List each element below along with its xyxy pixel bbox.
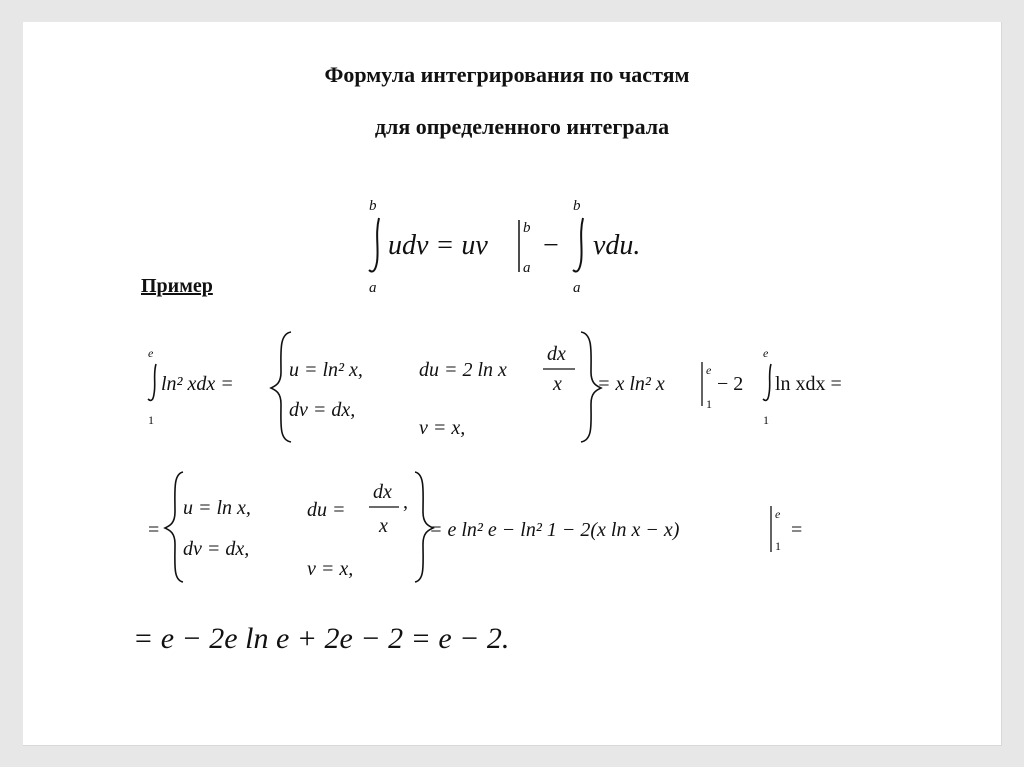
left-brace-icon — [165, 472, 183, 582]
step2-du-den: x — [379, 515, 388, 537]
step1-rhs: = x ln² x — [597, 373, 665, 395]
integral-icon — [369, 218, 379, 272]
main-int2-lower: a — [573, 280, 581, 296]
integral-icon — [573, 218, 583, 272]
step1-int2-lower: 1 — [763, 413, 769, 427]
step1-dv-def: dv = dx, — [289, 399, 356, 421]
main-left-part: udv = uv — [388, 230, 488, 261]
step1-v-def: v = x, — [419, 417, 466, 439]
step2-lead: = — [148, 519, 160, 541]
example-label: Пример — [141, 275, 213, 297]
step1-lhs: ln² xdx = — [161, 373, 234, 395]
step1-rhs-tail: − 2 — [717, 373, 744, 395]
step1-u-def: u = ln² x, — [289, 359, 363, 381]
slide — [23, 22, 1002, 746]
step3-formula — [133, 622, 509, 655]
step2-eval-upper: e — [775, 507, 781, 521]
integral-icon — [148, 364, 156, 400]
step1-int-lower: 1 — [148, 413, 154, 427]
main-eval-upper: b — [523, 220, 531, 236]
step2-rhs: = e ln² e − ln² 1 − 2(x ln x − x) — [429, 519, 680, 541]
integral-icon — [763, 364, 771, 400]
step2-du-lhs: du = — [307, 499, 346, 521]
step2-dv-def: dv = dx, — [183, 538, 250, 560]
step1-du-num: dx — [547, 343, 566, 365]
step2-eval-lower: 1 — [775, 539, 781, 553]
step1-formula — [148, 332, 842, 442]
main-int2-upper: b — [573, 198, 581, 214]
main-formula — [369, 198, 640, 296]
main-right-part: vdu. — [593, 230, 641, 261]
step1-eval-upper: e — [706, 363, 712, 377]
step1-du-lhs: du = 2 ln x — [419, 359, 507, 381]
step1-du-den: x — [553, 373, 562, 395]
formula-canvas — [23, 22, 1001, 745]
step2-u-def: u = ln x, — [183, 497, 251, 519]
step2-du-num: dx — [373, 481, 392, 503]
step2-du-comma: , — [403, 491, 408, 513]
step1-eval-lower: 1 — [706, 397, 712, 411]
slide-subtitle: для определенного интеграла — [374, 114, 670, 139]
step1-rhs-end: ln xdx = — [775, 373, 842, 395]
step1-int-upper: e — [148, 346, 154, 360]
left-brace-icon — [271, 332, 291, 442]
main-int-lower: a — [369, 280, 377, 296]
main-minus: − — [543, 230, 559, 261]
step2-v-def: v = x, — [307, 558, 354, 580]
step1-int2-upper: e — [763, 346, 769, 360]
step2-rhs-end: = — [791, 519, 803, 541]
step3-result: = e − 2e ln e + 2e − 2 = e − 2. — [133, 622, 510, 655]
main-int-upper: b — [369, 198, 377, 214]
main-eval-lower: a — [523, 260, 531, 276]
slide-title: Формула интегрирования по частям — [324, 62, 690, 87]
step2-formula — [148, 472, 802, 582]
